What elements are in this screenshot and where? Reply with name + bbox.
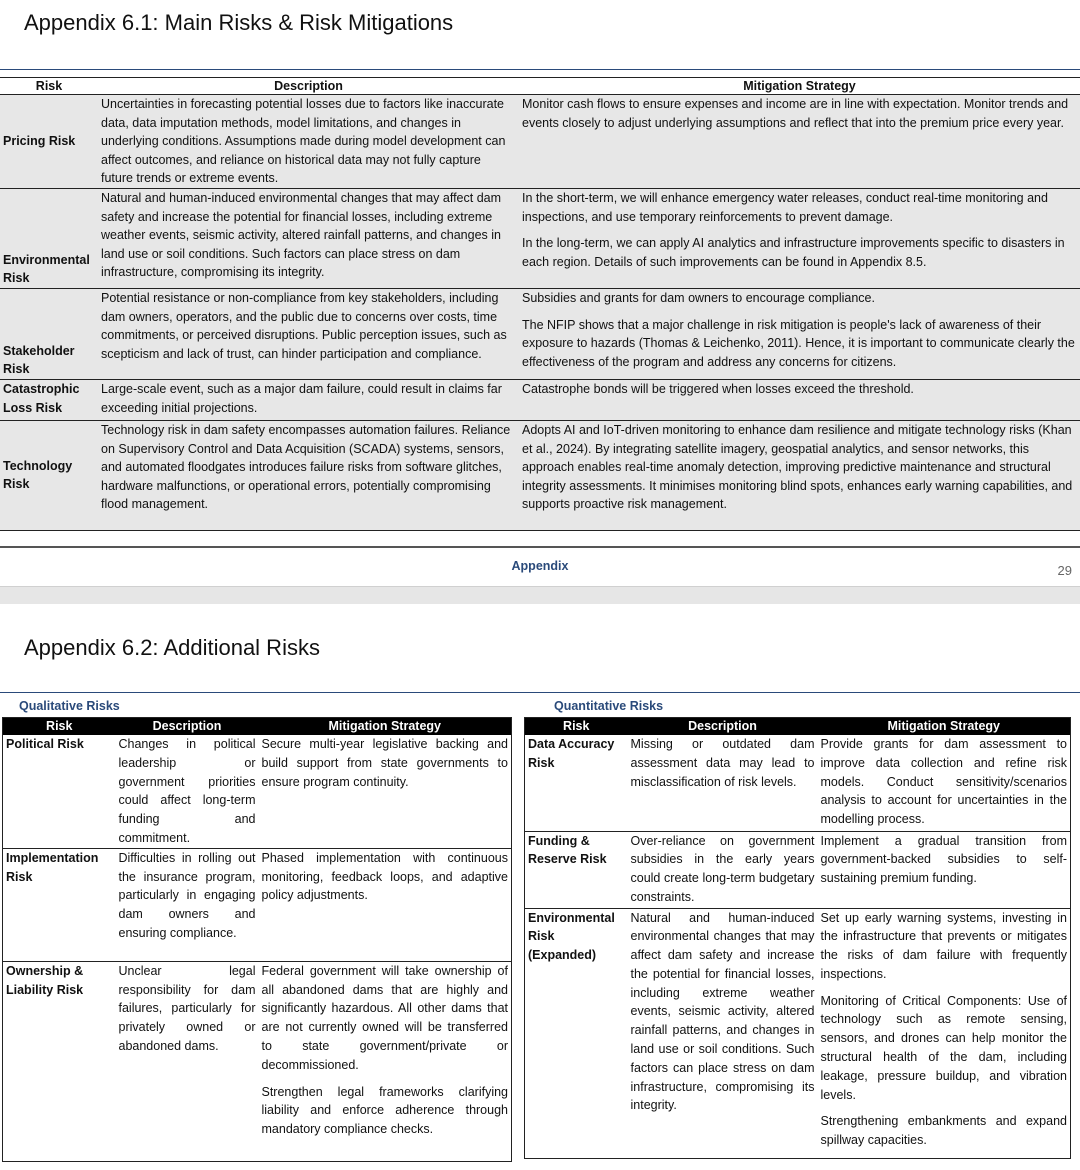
risk-name: Funding & Reserve Risk bbox=[525, 831, 628, 908]
header-risk: Risk bbox=[3, 718, 116, 736]
risk-mitigation: Set up early warning systems, investing in the infrastructure that prevents or mitigates the risks of dam failure with frequently inspections. Monitoring of Critical Components: Use of technology such as remote sensing, sensors, and drones can help monitor the structural health of the dam, including leakage, pressure buildup, and vibration levels. Strengthening embankments and expand spillway capacities. bbox=[820, 910, 1067, 1148]
risk-mitigation: Adopts AI and IoT-driven monitoring to enhance dam resilience and mitigate technology risks (Khan et al., 2024). By integrating satellite imagery, geospatial analytics, and sensor networks, this approach enables real-time anomaly detection, improving predictive maintenance and structural integrity assessments. It minimises monitoring blind spots, enhances early warning capabilities, and supports proactive risk management. bbox=[519, 420, 1080, 530]
table-row bbox=[0, 288, 1080, 379]
header-risk: Risk bbox=[0, 78, 98, 95]
risk-description: Natural and human-induced environmental changes that may affect dam safety and increase the potential for financial losses, including extreme weather events, seismic activity, altered rainfall patterns, and changes in land use or soil conditions. Such factors can place stress on dam infrastructure, compromising its integrity. bbox=[98, 188, 519, 288]
qualitative-risks-table bbox=[2, 717, 512, 1162]
page-title: Appendix 6.2: Additional Risks bbox=[24, 635, 320, 660]
risk-mitigation: Phased implementation with continuous monitoring, feedback loops, and adaptive policy adjustments. bbox=[259, 848, 512, 961]
risk-name: Environmental Risk bbox=[0, 188, 98, 288]
table-header-row bbox=[3, 718, 512, 736]
table-row bbox=[0, 379, 1080, 420]
risk-description: Natural and human-induced environmental changes that may affect dam safety and increase the potential for financial losses, including extreme weather events, seismic activity, altered rainfall patterns, and changes in land use or soil conditions. Such factors can place stress on dam infrastructure, compromising its integrity. bbox=[630, 910, 815, 1113]
risk-name: Political Risk bbox=[3, 735, 116, 848]
header-description: Description bbox=[98, 78, 519, 95]
risk-description: Over-reliance on government subsidies in the early years could create long-term budgetary constraints. bbox=[628, 831, 818, 908]
header-mitigation: Mitigation Strategy bbox=[519, 78, 1080, 95]
table-row bbox=[3, 735, 512, 848]
risk-description: Uncertainties in forecasting potential losses due to factors like inaccurate data, data imputation methods, model limitations, and changes in underlying conditions. Assumptions made during model development can affect outcomes, and reliance on historical data may not fully capture future trends or extreme events. bbox=[98, 95, 519, 189]
table-row bbox=[3, 848, 512, 961]
risk-description: Changes in political leadership or government priorities could affect long-term funding and commitment. bbox=[116, 735, 259, 848]
risk-name: Implementation Risk bbox=[3, 848, 116, 961]
risk-mitigation: Implement a gradual transition from government-backed subsidies to self-sustaining premium funding. bbox=[818, 831, 1071, 908]
header-description: Description bbox=[628, 718, 818, 736]
risk-mitigation: Federal government will take ownership of all abandoned dams that are highly and significantly hazardous. All other dams that are not currently owned will be transferred to state government/private or decommissioned. Strengthen legal frameworks clarifying liability and enforce adherence through mandatory compliance checks. bbox=[261, 963, 508, 1137]
footer-section-label: Appendix bbox=[511, 559, 569, 573]
qualitative-label: Qualitative Risks bbox=[19, 699, 120, 713]
risk-mitigation: Secure multi-year legislative backing and build support from state governments to ensure program continuity. bbox=[259, 735, 512, 848]
header-description: Description bbox=[116, 718, 259, 736]
header-mitigation: Mitigation Strategy bbox=[259, 718, 512, 736]
title-rule bbox=[0, 69, 1080, 70]
page-separator bbox=[0, 586, 1080, 605]
risk-mitigation: Monitor cash flows to ensure expenses and income are in line with expectation. Monitor trends and events closely to adjust underlying assumptions and reflect that into the premium price every year. bbox=[519, 95, 1080, 189]
page-title: Appendix 6.1: Main Risks & Risk Mitigations bbox=[24, 10, 454, 35]
risk-description: Potential resistance or non-compliance from key stakeholders, including dam owners, operators, and the public due to concerns over costs, time commitments, or perceived disruptions. Public perception issues, such as scepticism and lack of trust, can hinder participation and compliance. bbox=[98, 288, 519, 379]
risk-mitigation: Provide grants for dam assessment to improve data collection and refine risk models. Conduct sensitivity/scenarios analysis to account for uncertainties in the modelling process. bbox=[818, 735, 1071, 831]
table-row bbox=[525, 908, 1071, 1158]
risk-mitigation: In the short-term, we will enhance emergency water releases, conduct real-time monitoring and inspections, and use temporary reinforcements to prevent damage. In the long-term, we can apply AI analytics and infrastructure improvements specific to disasters in each region. Details of such improvements can be found in Appendix 8.5. bbox=[519, 188, 1080, 288]
header-risk: Risk bbox=[525, 718, 628, 736]
risk-description: Large-scale event, such as a major dam failure, could result in claims far exceeding initial projections. bbox=[98, 379, 519, 420]
risk-mitigation: Catastrophe bonds will be triggered when losses exceed the threshold. bbox=[519, 379, 1080, 420]
quantitative-risks-table bbox=[524, 717, 1071, 1159]
table-row bbox=[3, 961, 512, 1161]
risk-name: Pricing Risk bbox=[0, 95, 98, 189]
risk-description: Missing or outdated dam assessment data may lead to misclassification of risk levels. bbox=[628, 735, 818, 831]
main-risks-table bbox=[0, 77, 1080, 531]
table-row bbox=[525, 735, 1071, 831]
risk-name: Catastrophic Loss Risk bbox=[0, 379, 98, 420]
table-header-row bbox=[525, 718, 1071, 736]
table-row bbox=[0, 420, 1080, 530]
header-mitigation: Mitigation Strategy bbox=[818, 718, 1071, 736]
risk-name: Technology Risk bbox=[0, 420, 98, 530]
risk-mitigation: Subsidies and grants for dam owners to encourage compliance. The NFIP shows that a major challenge in risk mitigation is people's lack of awareness of their exposure to hazards (Thomas & Leichenko, 2011). Hence, it is important to communicate clearly the effectiveness of the program and address any concerns for citizens. bbox=[519, 288, 1080, 379]
risk-name: Environmental Risk (Expanded) bbox=[528, 910, 615, 963]
quantitative-label: Quantitative Risks bbox=[554, 699, 664, 713]
table-row bbox=[0, 95, 1080, 189]
footer-rule bbox=[0, 546, 1080, 548]
table-row bbox=[0, 188, 1080, 288]
title-rule bbox=[0, 692, 1080, 693]
table-row bbox=[525, 831, 1071, 908]
risk-description: Technology risk in dam safety encompasses automation failures. Reliance on Supervisory Control and Data Acquisition (SCADA) systems, sensors, and automated floodgates introduces failure risks from software glitches, hardware malfunctions, or operational errors, potentially compromising flood management. bbox=[98, 420, 519, 530]
table-header-row bbox=[0, 78, 1080, 95]
risk-name: Ownership & Liability Risk bbox=[6, 963, 84, 997]
document-page-30 bbox=[0, 604, 1080, 1170]
page-number: 29 bbox=[1057, 563, 1072, 578]
risk-name: Stakeholder Risk bbox=[0, 288, 98, 379]
risk-description: Difficulties in rolling out the insurance program, particularly in engaging dam owners and ensuring compliance. bbox=[116, 848, 259, 961]
risk-description: Unclear legal responsibility for dam failures, particularly for privately owned or abandoned dams. bbox=[118, 963, 256, 1053]
risk-name: Data Accuracy Risk bbox=[525, 735, 628, 831]
